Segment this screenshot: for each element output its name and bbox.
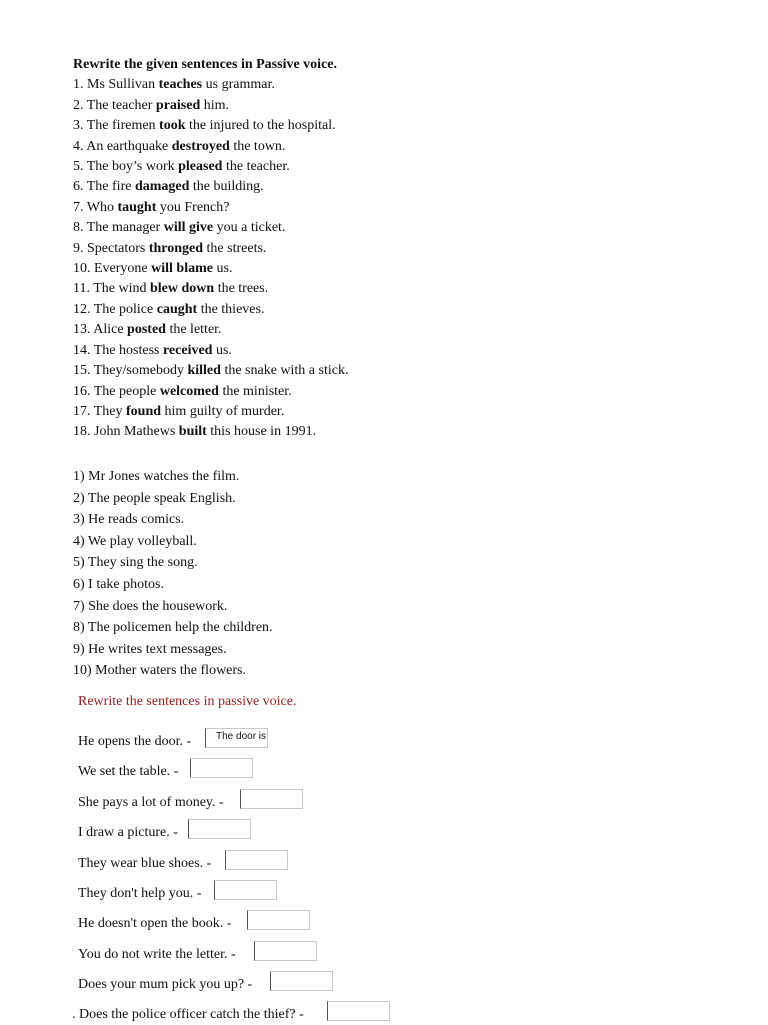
exercise-sentence: You do not write the letter. - — [78, 947, 236, 962]
sentence-12 — [73, 300, 348, 320]
sentence-text: the letter. — [165, 322, 222, 338]
answer-input[interactable] — [188, 819, 251, 839]
verb-bold: received — [162, 342, 213, 358]
sentence-text: us. — [212, 342, 232, 358]
sentence-text: the injured to the hospital. — [185, 118, 336, 134]
answer-input[interactable] — [270, 971, 333, 991]
verb-bold: will blame — [151, 261, 213, 277]
verb-bold: pleased — [178, 159, 223, 175]
sentence-text: us grammar. — [202, 77, 275, 93]
list-item: 2) The people speak English. — [73, 490, 236, 506]
sentence-text: 16. The people — [73, 383, 160, 399]
sentence-13 — [73, 320, 348, 340]
verb-bold: killed — [187, 363, 221, 379]
exercise-sentence: They don't help you. - — [78, 886, 202, 901]
sentence-text: 13. Alice — [73, 322, 128, 338]
sentence-18 — [73, 422, 348, 442]
sentence-2 — [73, 96, 348, 116]
sentence-17 — [73, 402, 348, 422]
exercise-1 — [73, 55, 348, 443]
exercise-sentence: . Does the police officer catch the thief? - — [72, 1007, 304, 1022]
answer-input[interactable]: The door is — [205, 728, 268, 748]
sentence-7 — [73, 198, 348, 218]
list-item: 6) I take photos. — [73, 576, 164, 592]
sentence-text: 10. Everyone — [73, 261, 152, 277]
verb-bold: damaged — [134, 179, 190, 195]
verb-bold: taught — [117, 199, 157, 215]
sentence-4 — [73, 137, 348, 157]
sentence-text: 9. Spectators — [73, 240, 149, 256]
list-item: 7) She does the housework. — [73, 598, 228, 614]
sentence-text: the thieves. — [197, 301, 265, 317]
verb-bold: will give — [163, 220, 214, 236]
sentence-text: him guilty of murder. — [161, 403, 285, 419]
exercise-sentence: I draw a picture. - — [78, 825, 178, 840]
verb-bold: blew down — [150, 281, 215, 297]
exercise-sentence: They wear blue shoes. - — [78, 856, 212, 871]
sentence-text: 18. John Mathews — [73, 424, 179, 440]
sentence-3 — [73, 116, 348, 136]
sentence-text: 3. The firemen — [73, 118, 160, 134]
exercise-2 — [73, 466, 273, 682]
sentence-text: 5. The boy’s work — [73, 159, 179, 175]
exercise-sentence: He doesn't open the book. - — [78, 916, 232, 931]
exercise-sentence: Does your mum pick you up? - — [78, 977, 253, 992]
sentence-text: 17. They — [73, 403, 127, 419]
exercise-3-title: Rewrite the sentences in passive voice. — [78, 694, 297, 709]
sentence-text: the trees. — [214, 281, 269, 297]
verb-bold: welcomed — [159, 383, 219, 399]
exercise-1-title: Rewrite the given sentences in Passive voice. — [73, 57, 337, 72]
sentence-11 — [73, 279, 348, 299]
verb-bold: caught — [156, 301, 198, 317]
answer-input[interactable] — [214, 880, 277, 900]
sentence-text: 15. They/somebody — [73, 363, 188, 379]
verb-bold: found — [126, 403, 162, 419]
sentence-text: 14. The hostess — [73, 342, 163, 358]
sentence-text: 8. The manager — [73, 220, 164, 236]
answer-input[interactable] — [225, 850, 288, 870]
verb-bold: teaches — [158, 77, 203, 93]
sentence-9 — [73, 239, 348, 259]
sentence-text: you French? — [156, 199, 230, 215]
sentence-text: 7. Who — [73, 199, 118, 215]
sentence-text: the town. — [229, 138, 286, 154]
sentence-8 — [73, 218, 348, 238]
list-item: 5) They sing the song. — [73, 555, 198, 571]
sentence-text: you a ticket. — [213, 220, 286, 236]
list-item: 8) The policemen help the children. — [73, 620, 273, 636]
list-item: 9) He writes text messages. — [73, 641, 227, 657]
sentence-text: 4. An earthquake — [73, 138, 172, 154]
sentence-1 — [73, 75, 348, 95]
sentence-text: 2. The teacher — [73, 97, 156, 113]
sentence-5 — [73, 157, 348, 177]
verb-bold: praised — [155, 97, 201, 113]
sentence-15 — [73, 361, 348, 381]
verb-bold: took — [159, 118, 186, 134]
sentence-text: us. — [213, 261, 233, 277]
verb-bold: thronged — [148, 240, 204, 256]
exercise-sentence: She pays a lot of money. - — [78, 795, 224, 810]
sentence-text: this house in 1991. — [206, 424, 317, 440]
list-item: 4) We play volleyball. — [73, 533, 197, 549]
sentence-text: the minister. — [218, 383, 292, 399]
sentence-text: the streets. — [203, 240, 267, 256]
answer-input[interactable] — [327, 1001, 390, 1021]
sentence-text: 11. The wind — [73, 281, 150, 297]
sentence-6 — [73, 177, 348, 197]
sentence-text: 1. Ms Sullivan — [73, 77, 159, 93]
verb-bold: posted — [127, 322, 166, 338]
list-item: 1) Mr Jones watches the film. — [73, 469, 240, 484]
list-item: 10) Mother waters the flowers. — [73, 663, 247, 679]
exercise-sentence: We set the table. - — [78, 764, 179, 779]
list-item: 3) He reads comics. — [73, 512, 185, 528]
sentence-14 — [73, 341, 348, 361]
sentence-16 — [73, 382, 348, 402]
sentence-10 — [73, 259, 348, 279]
sentence-text: the teacher. — [222, 159, 290, 175]
sentence-text: him. — [200, 97, 230, 113]
answer-input[interactable] — [247, 910, 310, 930]
exercise-sentence: He opens the door. - — [78, 734, 192, 749]
sentence-text: the snake with a stick. — [220, 363, 349, 379]
verb-bold: built — [178, 424, 207, 440]
sentence-text: 12. The police — [73, 301, 157, 317]
answer-input[interactable] — [254, 941, 317, 961]
answer-input[interactable] — [240, 789, 303, 809]
sentence-text: 6. The fire — [73, 179, 135, 195]
verb-bold: destroyed — [171, 138, 230, 154]
sentence-text: the building. — [189, 179, 264, 195]
answer-input[interactable] — [190, 758, 253, 778]
